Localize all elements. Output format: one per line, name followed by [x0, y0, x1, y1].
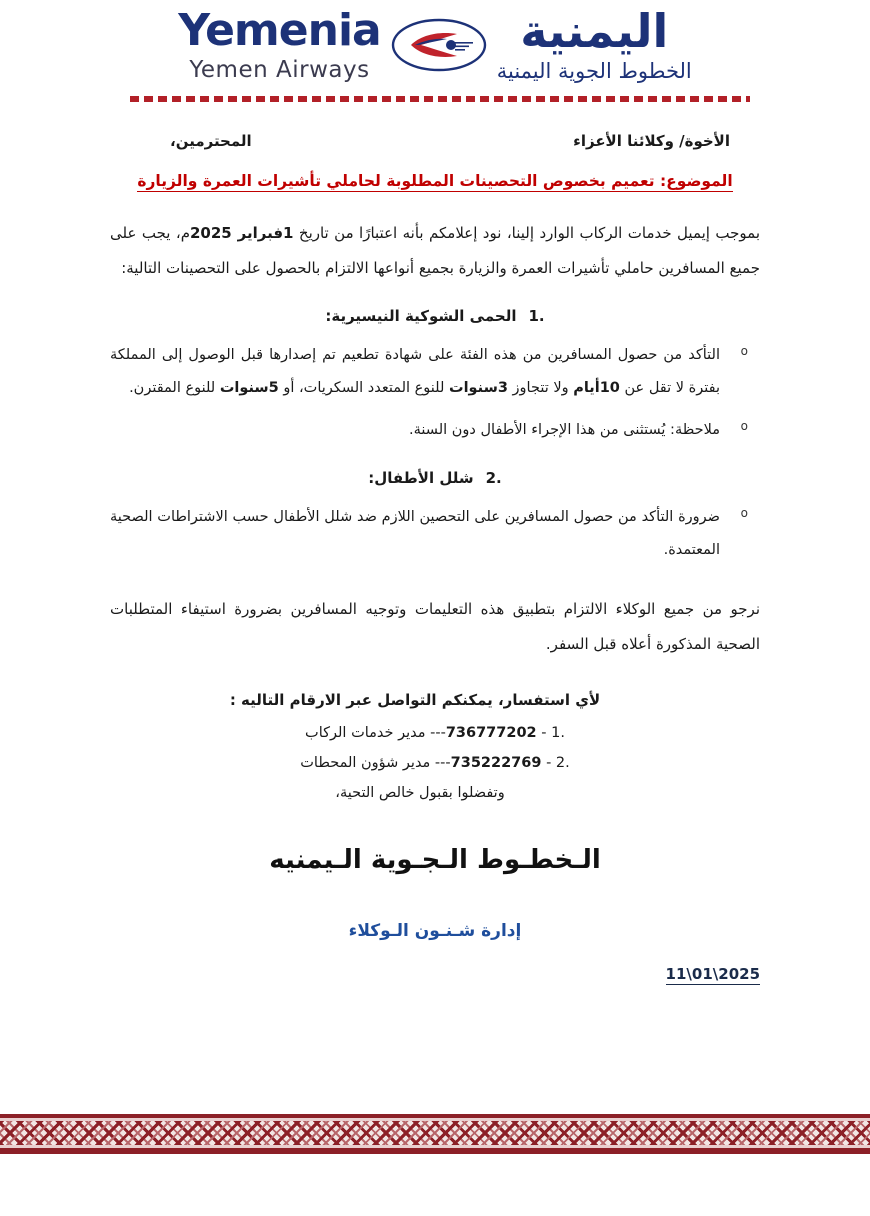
letterhead [0, 0, 870, 82]
vaccination-section-1 [110, 307, 760, 325]
duration-max-conjugate: 5سنوات [219, 379, 279, 396]
contact-phone[interactable]: 735222769 [450, 754, 542, 771]
section-title: الحمى الشوكية النيسيرية: [325, 307, 517, 325]
subject-text: الموضوع: تعميم بخصوص التحصينات المطلوبة لحاملي تأشيرات العمرة والزيارة [137, 172, 733, 190]
vaccination-section-2 [110, 469, 760, 487]
section-2-bullets [110, 501, 760, 566]
contact-index: .1 [551, 725, 565, 742]
signature-department: إدارة شـنـون الـوكلاء [348, 920, 522, 941]
section-heading [110, 307, 760, 325]
brand-name-arabic: اليمنية [520, 4, 669, 58]
intro-part-1: بموجب إيميل خدمات الركاب الوارد إلينا، نود إعلامكم بأنه اعتبارًا من تاريخ [293, 224, 760, 242]
yemenia-logo [178, 4, 692, 83]
letter-body [0, 132, 870, 983]
closing-salutation: وتفضلوا بقبول خالص التحية، [335, 784, 505, 801]
bullet-item-note [110, 414, 760, 447]
note-text: ملاحظة: يُستثنى من هذا الإجراء الأطفال دون السنة. [409, 422, 720, 439]
greeting-addressee: الأخوة/ وكلائنا الأعزاء [573, 132, 730, 150]
brand-subtitle-arabic: الخطوط الجوية اليمنية [496, 59, 692, 83]
section-1-bullets [110, 339, 760, 447]
section-index: .2 [485, 468, 502, 487]
contact-phone[interactable]: 736777202 [445, 725, 537, 742]
brand-subtitle-latin: Yemen Airways [189, 56, 370, 83]
greeting [110, 132, 760, 150]
contact-dash: - [546, 754, 552, 771]
brand-name-latin: Yemenia [178, 4, 381, 56]
duration-max-polysaccharide: 3سنوات [449, 379, 508, 396]
header-divider [0, 82, 870, 102]
subject-line [110, 172, 760, 190]
effective-date: 1فبراير 2025 [190, 224, 294, 242]
section-title: شلل الأطفال: [368, 468, 474, 487]
bullet-item [110, 339, 760, 404]
dashed-rule [130, 96, 750, 102]
bullet-text-1: ضرورة التأكد من حصول المسافرين على التحصين اللازم ضد شلل الأطفال حسب الاشتراطات الصحية المعتمدة. [110, 508, 720, 558]
bullet-text-3: للنوع المتعدد السكريات، أو [278, 379, 450, 396]
bullet-item [110, 501, 760, 566]
geometric-border-band-icon [0, 1121, 870, 1145]
contact-item [110, 749, 760, 779]
footer-ornament-band [0, 1114, 870, 1156]
outro-paragraph: نرجو من جميع الوكلاء الالتزام بتطبيق هذه التعليمات وتوجيه المسافرين بضرورة استيفاء المتطلبات الصحية المذكورة أعلاه قبل السفر. [110, 600, 760, 653]
logo-arabic-text [496, 4, 692, 83]
band-rule-bottom [0, 1148, 870, 1154]
contact-role: --- مدير خدمات الركاب [305, 725, 446, 742]
bullet-text-2: ولا تتجاوز [507, 379, 574, 396]
duration-min: 10أيام [573, 379, 620, 396]
contact-dash: - [541, 725, 547, 742]
section-heading [110, 469, 760, 487]
signature-date [110, 965, 760, 983]
bullet-text-1: التأكد من حصول المسافرين من هذه الفئة على شهادة تطعيم تم إصدارها قبل الوصول إلى المملكة بفترة لا تقل عن [110, 347, 720, 396]
greeting-honorific: المحترمين، [170, 132, 252, 150]
logo-latin-text [178, 4, 381, 83]
contact-role: --- مدير شؤون المحطات [300, 754, 451, 771]
contact-list [110, 719, 760, 778]
bullet-text-4: للنوع المقترن. [129, 379, 220, 396]
section-index: .1 [528, 307, 545, 325]
contact-item [110, 719, 760, 749]
signature-company: الـخطـوط الـجـوية الـيمنيه [269, 844, 601, 875]
contact-index: .2 [555, 754, 570, 771]
yemenia-bird-emblem-icon [391, 18, 487, 72]
intro-paragraph [110, 216, 760, 285]
intro-part-2: م، يجب على جميع المسافرين حاملي تأشيرات العمرة والزيارة بجميع أنواعها الالتزام بالحصول على التحصينات التالية: [110, 224, 760, 277]
contact-heading: لأي استفسار، يمكنكم التواصل عبر الارقام التاليه : [229, 691, 601, 710]
date-value: 11\01\2025 [665, 964, 760, 983]
